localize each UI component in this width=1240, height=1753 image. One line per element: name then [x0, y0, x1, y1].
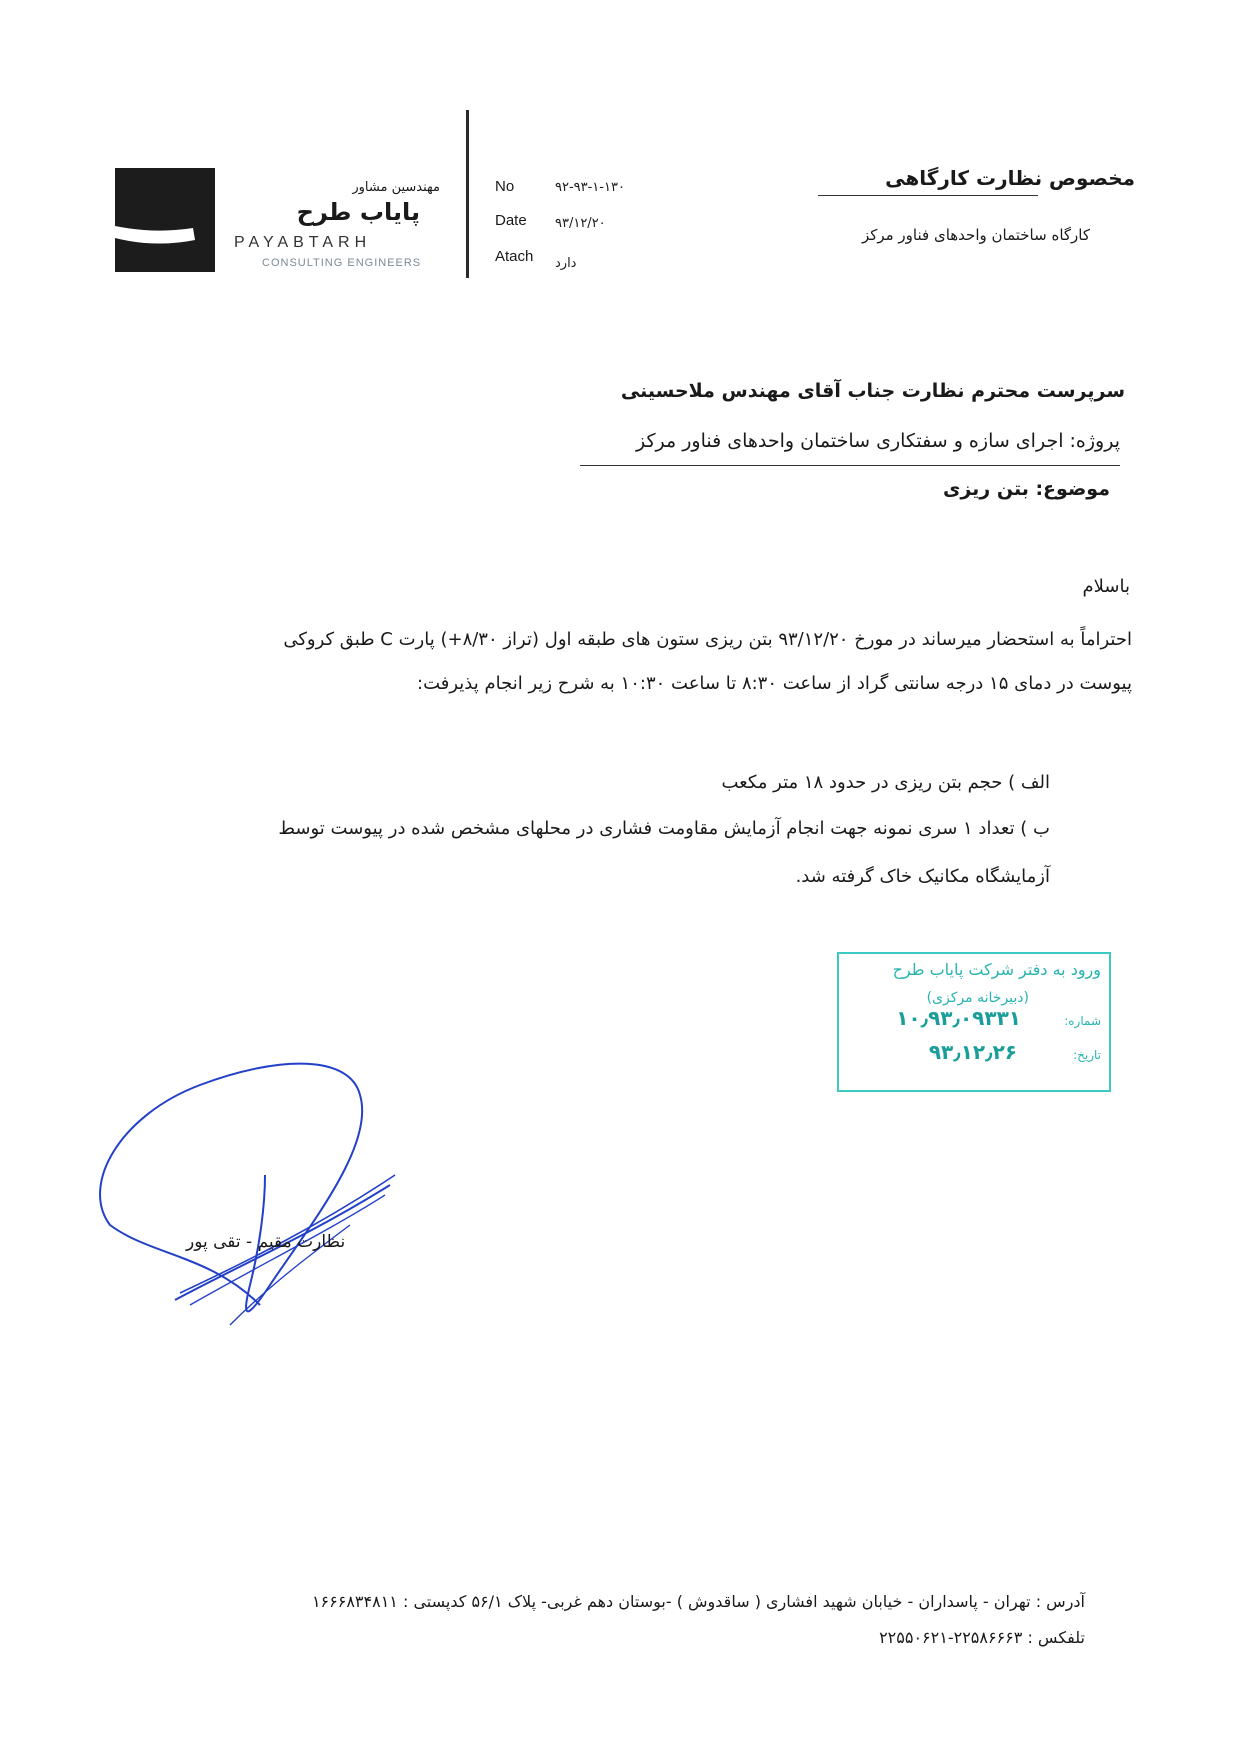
- office-heading: مخصوص نظارت کارگاهی: [885, 166, 1135, 190]
- letter-item-a: الف ) حجم بتن ریزی در حدود ۱۸ متر مکعب: [721, 772, 1050, 793]
- receipt-stamp: [837, 952, 1111, 1092]
- company-name-persian: پایاب طرح: [296, 198, 420, 226]
- signature-caption: نظارت مقیم - تقی پور: [186, 1232, 346, 1252]
- letter-item-b-line-1: ب ) تعداد ۱ سری نمونه جهت انجام آزمایش مقاومت فشاری در محلهای مشخص شده در پیوست توسط: [278, 818, 1050, 839]
- office-heading-underline: [818, 195, 1038, 196]
- meta-attach-label: Atach: [495, 248, 534, 265]
- worksite-name: کارگاه ساختمان واحدهای فناور مرکز: [861, 226, 1090, 244]
- company-logo-mark: [115, 168, 215, 272]
- letter-project: پروژه: اجرای سازه و سفتکاری ساختمان واحدهای فناور مرکز: [636, 430, 1120, 452]
- signature-strokes: [90, 1055, 410, 1335]
- company-name-persian-prefix: مهندسین مشاور: [352, 180, 440, 195]
- letter-greeting: باسلام: [1082, 576, 1130, 597]
- letter-paragraph-line-2: پیوست در دمای ۱۵ درجه سانتی گراد از ساعت ۸:۳۰ تا ساعت ۱۰:۳۰ به شرح زیر انجام پذیرفت:: [417, 673, 1132, 694]
- company-name-latin: PAYABTARH: [234, 234, 372, 251]
- stamp-title: ورود به دفتر شرکت پایاب طرح: [892, 960, 1101, 979]
- meta-date-label: Date: [495, 212, 527, 229]
- stamp-number-label: شماره:: [1064, 1014, 1101, 1028]
- stamp-date-value: ۹۳٫۱۲٫۲۶: [928, 1040, 1017, 1064]
- footer-phone: تلفکس : ۲۲۵۸۶۶۶۳-۲۲۵۵۰۶۲۱: [879, 1628, 1085, 1647]
- footer-address: آدرس : تهران - پاسداران - خیابان شهید افشاری ( ساقدوش ) -بوستان دهم غربی- پلاک ۵۶/۱ کدپستی : ۱۶۶۶۸۳۴۸۱۱: [311, 1592, 1085, 1611]
- stamp-number-value: ۱۰٫۹۳٫۰۹۳۳۱: [896, 1006, 1021, 1030]
- handwritten-signature: [90, 1055, 410, 1339]
- project-underline: [580, 465, 1120, 466]
- meta-no-label: No: [495, 178, 515, 195]
- stamp-subtitle: (دبیرخانه مرکزی): [926, 990, 1029, 1006]
- letter-paragraph-line-1: احتراماً به استحضار میرساند در مورخ ۹۳/۱۲/۲۰ بتن ریزی ستون های طبقه اول (تراز ۸/۳۰+) پارت C طبق کروکی: [283, 629, 1132, 650]
- letter-item-b-line-2: آزمایشگاه مکانیک خاک گرفته شد.: [795, 866, 1050, 887]
- letter-subject: موضوع: بتن ریزی: [942, 478, 1110, 500]
- stamp-date-label: تاریخ:: [1073, 1048, 1101, 1062]
- header-divider: [466, 110, 469, 278]
- letter-addressee: سرپرست محترم نظارت جناب آقای مهندس ملاحسینی: [620, 380, 1125, 402]
- meta-date-value: ۹۳/۱۲/۲۰: [555, 216, 606, 231]
- meta-attach-value: دارد: [555, 256, 577, 271]
- company-tagline-latin: CONSULTING ENGINEERS: [262, 257, 422, 269]
- meta-no-value: ۹۲-۹۳-۱-۱۳۰: [555, 180, 625, 195]
